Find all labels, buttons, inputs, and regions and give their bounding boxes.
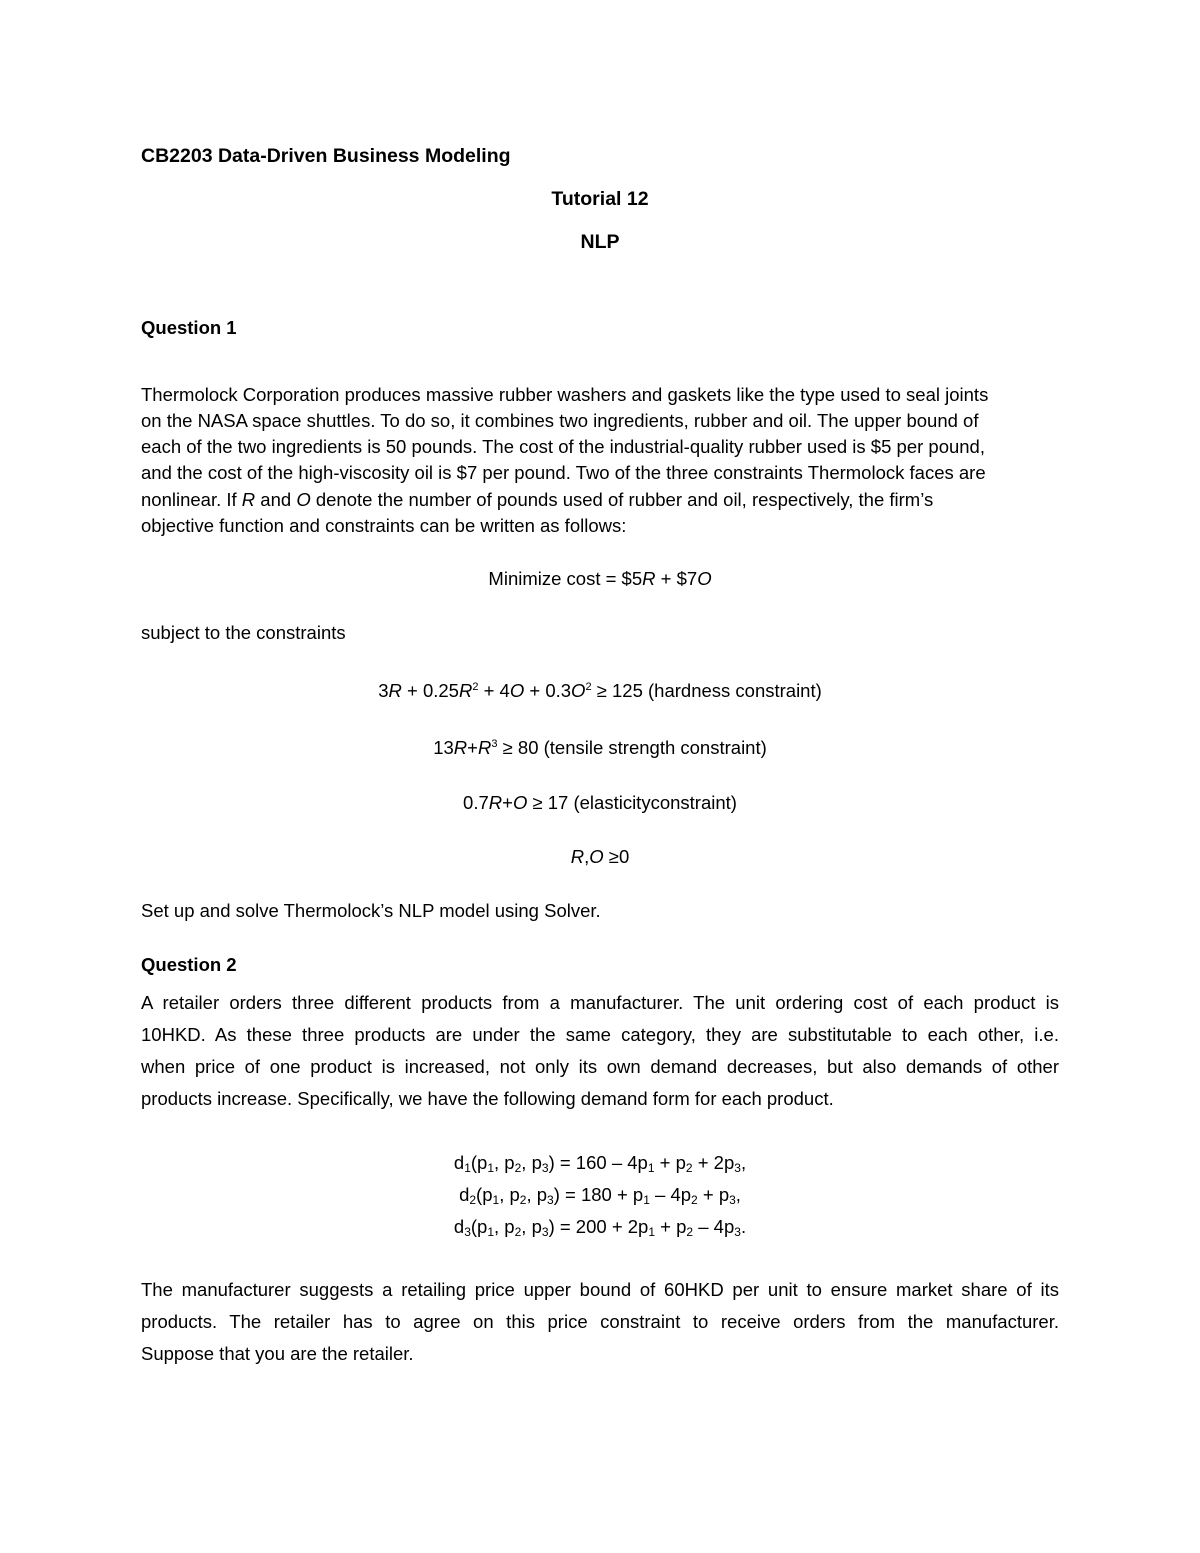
q2-paragraph-line: products increase. Specifically, we have the following demand form for each product.: [141, 1088, 834, 1109]
q1-paragraph-line: Thermolock Corporation produces massive rubber washers and gaskets like the type used to seal joints: [141, 384, 989, 405]
q1-paragraph-line: nonlinear. If R and O denote the number of pounds used of rubber and oil, respectively, the firm’s: [141, 489, 934, 510]
demand-equation: $d_2(p_1$, $p_2$, $p_3) = 180 + p_1 - 4p_2 + p_3$,: [459, 1184, 741, 1207]
q2-paragraph-line: when price of one product is increased, not only its own demand decreases, but also demands of other: [141, 1056, 1059, 1077]
course-title: CB2203 Data-Driven Business Modeling: [141, 145, 511, 167]
q2-closing-line: The manufacturer suggests a retailing price upper bound of 60HKD per unit to ensure market share of its: [141, 1279, 1059, 1300]
hardness-constraint: $3R + 0.25R^2 + 4O + 0.3O^2 \ge 125$ (hardness constraint): [378, 680, 822, 701]
q1-task: Set up and solve Thermolock’s NLP model using Solver.: [141, 900, 601, 921]
topic-title: NLP: [580, 231, 620, 253]
q2-paragraph-line: 10HKD. As these three products are under the same category, they are substitutable to each other, i.e.: [141, 1024, 1059, 1045]
tensile-constraint: $13R+R^3 \ge 80$ (tensile strength constraint): [433, 737, 767, 758]
q1-paragraph-line: and the cost of the high-viscosity oil is $7 per pound. Two of the three constraints Thermolock faces are: [141, 462, 986, 483]
q1-paragraph-line: on the NASA space shuttles. To do so, it combines two ingredients, rubber and oil. The upper bound of: [141, 410, 979, 431]
q1-paragraph-line: objective function and constraints can be written as follows:: [141, 515, 627, 536]
objective-function: Minimize cost = $5R + $7O: [488, 568, 712, 589]
question-1-heading: Question 1: [141, 317, 237, 338]
q2-closing-line: products. The retailer has to agree on this price constraint to receive orders from the manufacturer.: [141, 1311, 1059, 1332]
demand-equation: $d_1(p_1$, $p_2$, $p_3) = 160 - 4p_1 + p_2 + 2p_3$,: [453, 1152, 747, 1175]
nonnegativity-constraint: R,O ≥0: [570, 846, 630, 867]
tutorial-title: Tutorial 12: [551, 188, 649, 210]
subject-to-text: subject to the constraints: [141, 622, 346, 643]
elasticity-constraint: 0.7R+O ≥ 17 (elasticityconstraint): [463, 792, 737, 813]
q2-closing-line: Suppose that you are the retailer.: [141, 1343, 414, 1364]
demand-equation: $d_3(p_1$, $p_2$, $p_3) = 200 + 2p_1 + p_2 - 4p_3$.: [453, 1216, 747, 1239]
q2-paragraph-line: A retailer orders three different products from a manufacturer. The unit ordering cost of each product is: [141, 992, 1059, 1013]
q1-paragraph-line: each of the two ingredients is 50 pounds. The cost of the industrial-quality rubber used is $5 per pound,: [141, 436, 985, 457]
question-2-heading: Question 2: [141, 954, 237, 975]
